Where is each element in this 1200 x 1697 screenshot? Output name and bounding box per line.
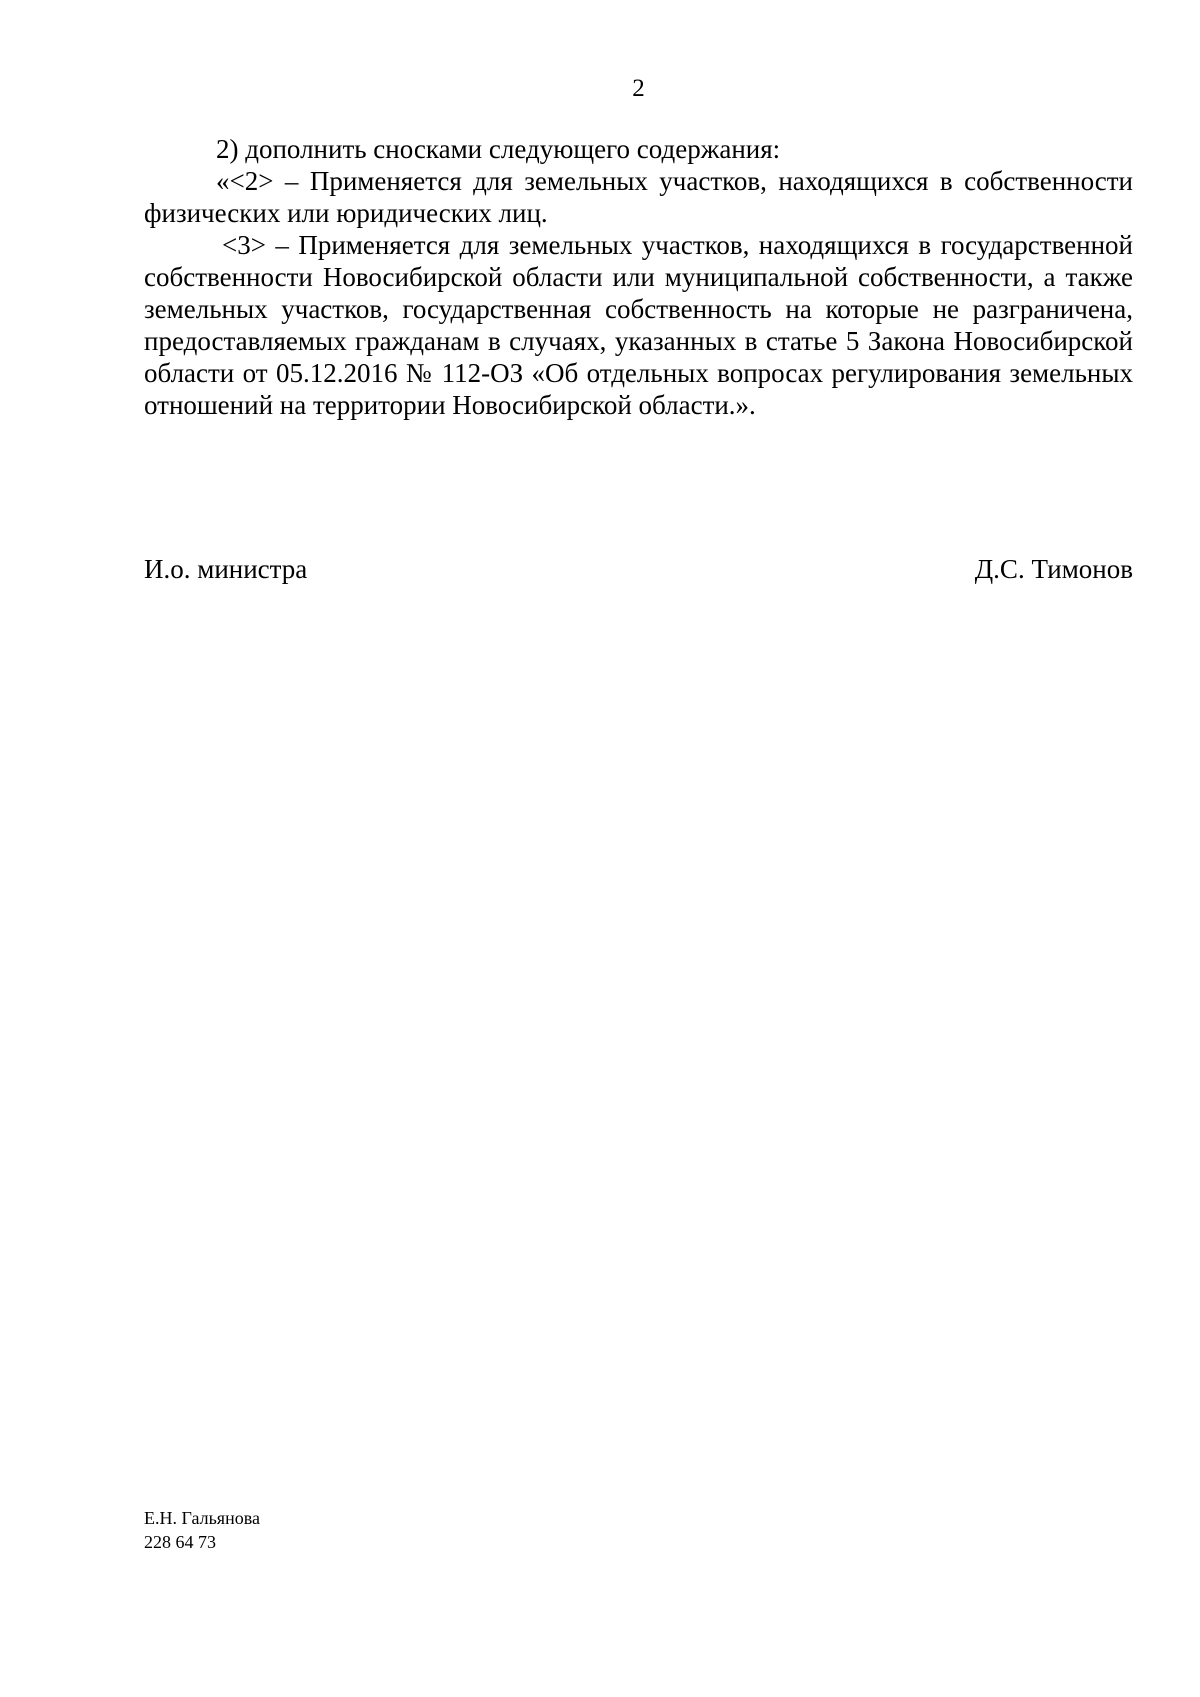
page-number: 2 — [632, 75, 645, 102]
paragraph-footnote-3: <3> – Применяется для земельных участков, находящихся в государственной собственности Новосибирской области или муниципальной собственности, а также земельных участков, государственная собственность на которые не разграничена, предоставляемых гражданам в случаях, указанных в статье 5 Закона Новосибирской области от 05.12.2016 № 112-ОЗ «Об отдельных вопросах регулирования земельных отношений на территории Новосибирской области.». — [144, 230, 1133, 420]
signature-block — [144, 553, 1133, 589]
signatory-name: Д.С. Тимонов — [974, 554, 1133, 584]
executor-phone: 228 64 73 — [144, 1532, 216, 1552]
paragraph-amendment-item: 2) дополнить сносками следующего содержания: — [216, 134, 781, 164]
signatory-position: И.о. министра — [144, 554, 308, 584]
document-body — [144, 133, 1133, 421]
paragraph-footnote-2: «<2> – Применяется для земельных участков, находящихся в собственности физических или юридических лиц. — [144, 166, 1133, 228]
executor-name: Е.Н. Гальянова — [144, 1508, 260, 1528]
executor-block — [144, 1506, 260, 1554]
